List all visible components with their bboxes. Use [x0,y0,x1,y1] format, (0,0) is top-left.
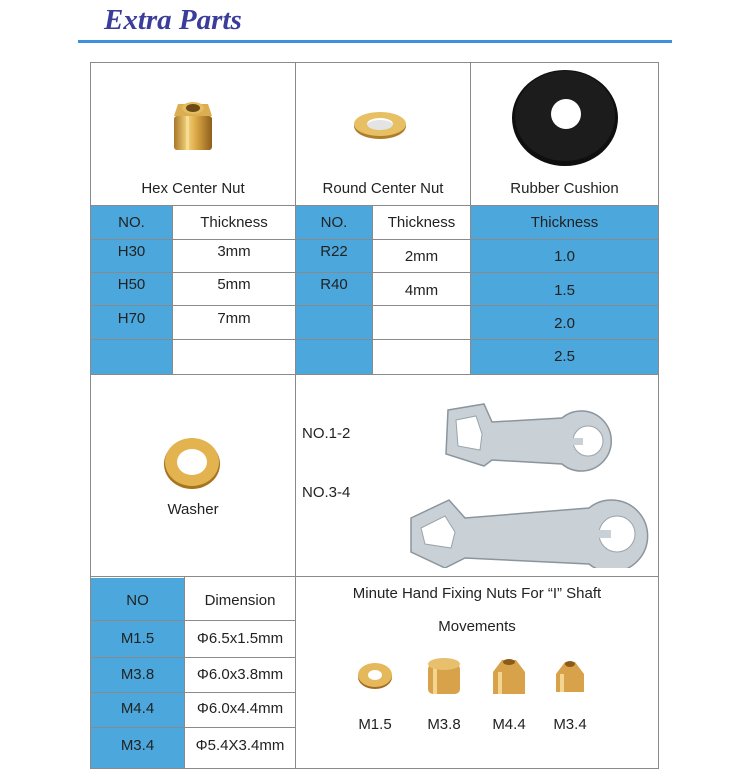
minute-nuts-title-line2: Movements [438,618,516,635]
grid-line [90,272,659,273]
page-title: Extra Parts [104,4,242,36]
grid-line [90,620,295,621]
grid-line [90,305,659,306]
dim-row-dimension: Φ6.0x4.4mm [196,700,284,717]
hex-header-no: NO. [118,214,145,231]
nut-label-m1-5: M1.5 [358,716,392,733]
grid-line [90,657,295,658]
hex-row-no: H50 [117,276,146,293]
title-underline [78,40,672,43]
round-row-no: R40 [320,276,348,293]
nut-m3-8-image [425,656,463,698]
nut-m4-4-image [490,656,528,698]
grid-line [295,576,296,769]
dim-header-no: NO [126,592,149,609]
minute-nuts-title-line1: Minute Hand Fixing Nuts For “I” Shaft [352,585,602,602]
hex-row-thickness: 5mm [217,276,251,293]
dim-row-dimension: Φ5.4X3.4mm [195,737,285,754]
round-header-thickness: Thickness [387,214,456,231]
washer-image [162,436,222,490]
nut-m3-4-image [553,658,587,696]
round-center-nut-image [352,110,408,140]
wrench-small-image [440,400,620,472]
round-row-thickness: 2mm [404,248,439,265]
hex-row-no: H70 [117,310,146,327]
grid-line [295,62,296,576]
grid-line [90,727,295,728]
grid-line [90,239,659,240]
round-header-no: NO. [320,214,348,231]
wrench-large-image [405,488,650,568]
rubber-cushion-image [510,68,620,168]
dim-row-no: M1.5 [120,630,155,647]
hex-header-thickness: Thickness [200,214,268,231]
grid-line [90,339,659,340]
round-row-thickness: 4mm [404,282,439,299]
nut-label-m3-8: M3.8 [427,716,461,733]
round-row-no: R22 [320,243,348,260]
rubber-value: 2.5 [554,348,575,365]
dim-row-no: M4.4 [120,700,155,717]
dim-row-no: M3.8 [120,666,155,683]
rubber-cushion-caption: Rubber Cushion [510,180,619,197]
hex-row-thickness: 3mm [217,243,251,260]
hex-row-thickness: 7mm [217,310,251,327]
grid-line [90,374,659,375]
grid-line [90,205,659,206]
rubber-header-thickness: Thickness [530,214,599,231]
rubber-value: 2.0 [554,315,575,332]
nut-m1-5-image [357,660,393,690]
rubber-value: 1.5 [554,282,575,299]
rubber-value: 1.0 [554,248,575,265]
nut-label-m4-4: M4.4 [492,716,526,733]
grid-line [90,576,659,577]
round-nut-caption: Round Center Nut [322,180,444,197]
dim-row-dimension: Φ6.0x3.8mm [196,666,284,683]
dim-row-dimension: Φ6.5x1.5mm [196,630,284,647]
grid-line [90,692,295,693]
hex-row-no: H30 [117,243,146,260]
washer-caption: Washer [167,501,219,518]
dim-header-dimension: Dimension [204,592,276,609]
hex-center-nut-image [168,98,218,154]
dim-row-no: M3.4 [120,737,155,754]
wrench-label-3-4: NO.3-4 [302,484,351,501]
hex-nut-caption: Hex Center Nut [141,180,245,197]
wrench-label-1-2: NO.1-2 [302,425,351,442]
nut-label-m3-4: M3.4 [553,716,587,733]
